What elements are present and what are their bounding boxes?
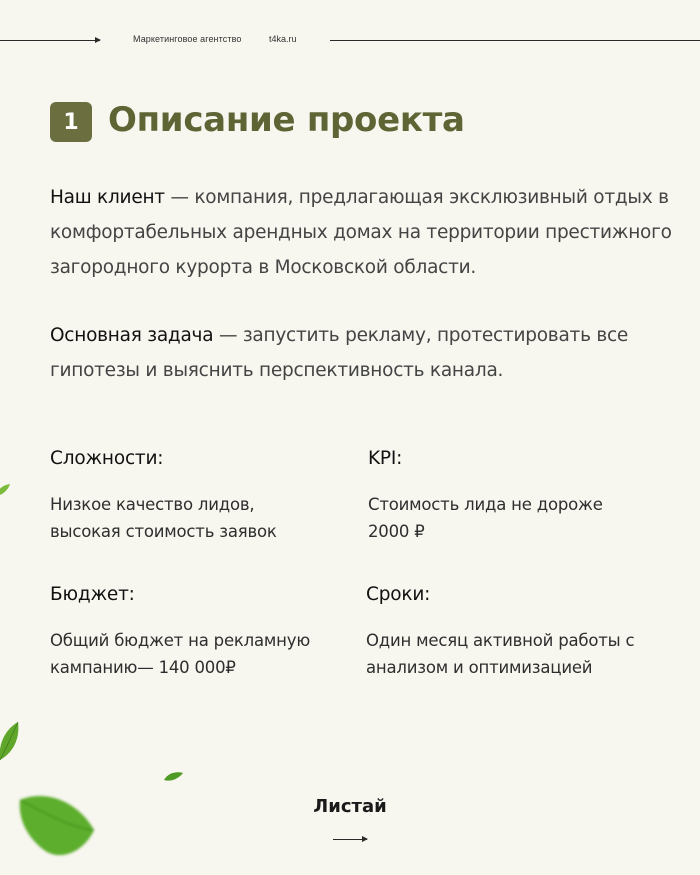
difficulties-block: [50, 448, 370, 545]
task-lead: Основная задача: [50, 325, 214, 346]
timeline-label: Сроки:: [366, 584, 431, 605]
kpi-block: [368, 448, 688, 545]
budget-text: Общий бюджет на рекламную кампанию— 140 000₽: [50, 631, 311, 677]
leaf-icon: [0, 720, 22, 762]
timeline-text: Один месяц активной работы с анализом и оптимизацией: [366, 631, 635, 677]
kpi-label: KPI:: [368, 448, 403, 469]
page-title: Описание проекта: [108, 100, 465, 140]
budget-label: Бюджет:: [50, 584, 135, 605]
difficulties-text: Низкое качество лидов, высокая стоимость заявок: [50, 495, 277, 541]
divider-line: [330, 40, 700, 41]
brand-label: Маркетинговое агентство: [133, 34, 242, 44]
swipe-arrow-icon[interactable]: [333, 839, 367, 840]
site-link[interactable]: t4ka.ru: [269, 34, 297, 44]
leaf-icon: [0, 482, 12, 500]
top-bar: [0, 0, 700, 80]
task-paragraph: [50, 318, 680, 388]
section-number-badge: 1: [50, 102, 92, 142]
leaf-icon: [162, 770, 184, 784]
arrow-right-icon: [0, 40, 100, 41]
difficulties-label: Сложности:: [50, 448, 164, 469]
leaf-icon: [14, 790, 98, 862]
client-lead: Наш клиент: [50, 187, 165, 208]
task-text: — запустить рекламу, протестировать все гипотезы и выяснить перспективность канала.: [50, 325, 629, 381]
kpi-text: Стоимость лида не дороже 2000 ₽: [368, 495, 603, 541]
client-paragraph: [50, 180, 680, 285]
timeline-block: [366, 584, 686, 681]
budget-block: [50, 584, 370, 681]
swipe-label[interactable]: Листай: [313, 796, 387, 817]
client-text: — компания, предлагающая эксклюзивный отдых в комфортабельных арендных домах на территории престижного загородного курорта в Московской области.: [50, 187, 672, 278]
